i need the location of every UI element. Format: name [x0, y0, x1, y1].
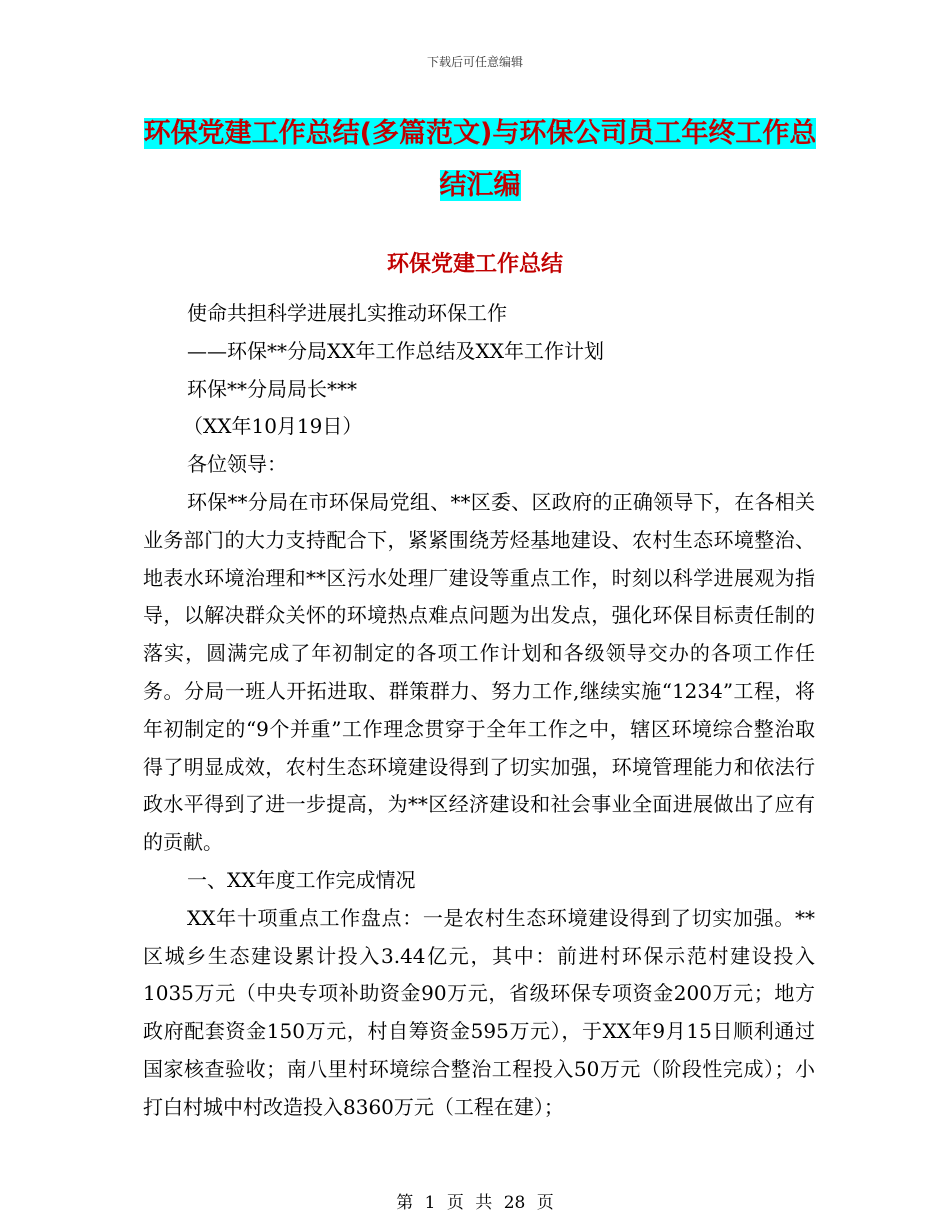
- date-line: （XX年10月19日）: [183, 414, 363, 439]
- document-title: [140, 108, 820, 212]
- author-line: 环保**分局局长***: [187, 376, 357, 401]
- section-title: 环保党建工作总结: [386, 252, 563, 277]
- document-body: [143, 295, 815, 1127]
- body-paragraph: 环保**分局在市环保局党组、**区委、区政府的正确领导下，在各相关业务部门的大力支持配合下，紧紧围绕芳烃基地建设、农村生态环境整治、地表水环境治理和**区污水处理厂建设等重点工作，时刻以科学进展观为指导，以解决群众关怀的环境热点难点问题为出发点，强化环保目标责任制的落实，圆满完成了年初制定的各项工作计划和各级领导交办的各项工作任务。分局一班人开拓进取、群策群力、努力工作,继续实施“1234”工程，将年初制定的“9个并重”工作理念贯穿于全年工作之中，辖区环境综合整治取得了明显成效，农村生态环境建设得到了切实加强，环境管理能力和依法行政水平得到了进一步提高，为**区经济建设和社会事业全面进展做出了应有的贡献。: [143, 489, 815, 855]
- section-heading: 一、XX年度工作完成情况: [187, 867, 416, 892]
- subtitle-dash-line: ——环保**分局XX年工作总结及XX年工作计划: [187, 338, 604, 363]
- page-footer: 第 1 页 共 28 页: [396, 1193, 554, 1213]
- document-title-highlight: 环保党建工作总结(多篇范文)与环保公司员工年终工作总结汇编: [143, 118, 817, 201]
- body-paragraph: XX年十项重点工作盘点：一是农村生态环境建设得到了切实加强。**区城乡生态建设累计投入3.44亿元，其中：前进村环保示范村建设投入1035万元（中央专项补助资金90万元，省级环保专项资金200万元；地方政府配套资金150万元，村自筹资金595万元），于XX年9月15日顺利通过国家核查验收；南八里村环境综合整治工程投入50万元（阶段性完成）；小打白村城中村改造投入8360万元（工程在建）；: [143, 905, 815, 1119]
- subtitle-line: 使命共担科学进展扎实推动环保工作: [187, 301, 507, 325]
- salutation: 各位领导：: [187, 452, 287, 477]
- page-header-note: 下载后可任意编辑: [426, 55, 523, 69]
